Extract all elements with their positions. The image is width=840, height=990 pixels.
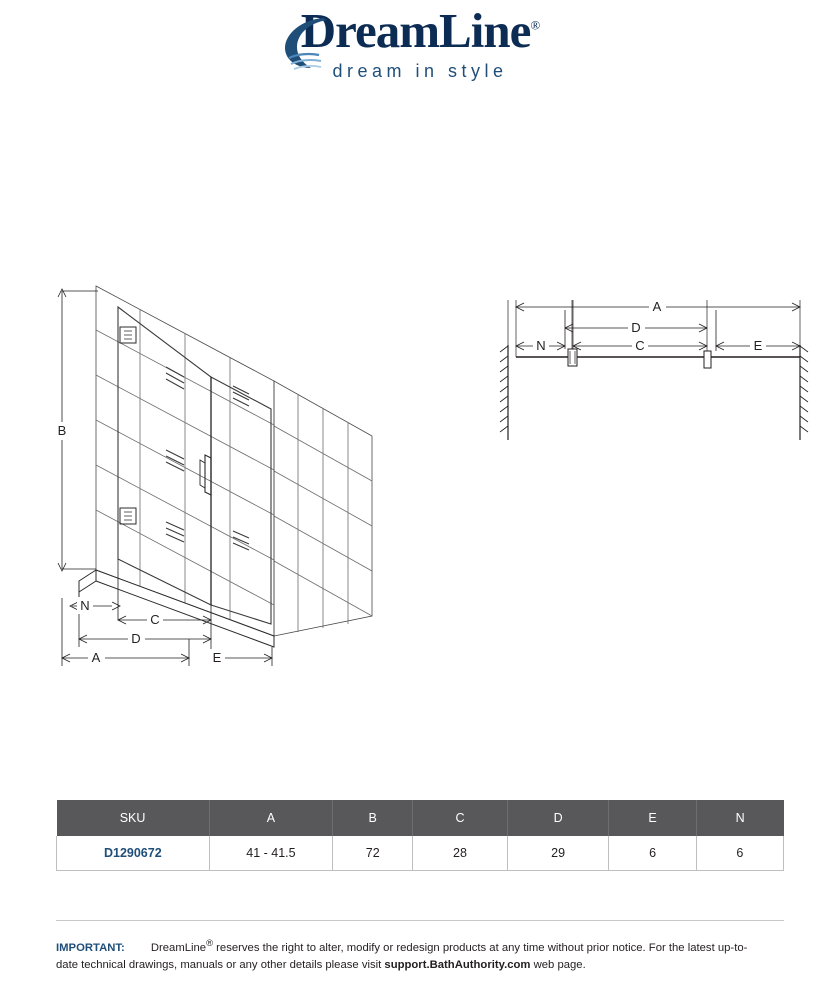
table-header-b: B [333,800,413,836]
label-e-left: E [212,650,222,665]
footer-important-label: IMPORTANT: [56,941,125,954]
cell-c: 28 [413,836,508,871]
table-header-a: A [209,800,333,836]
footer-divider [56,920,784,921]
label-c-top: C [635,338,645,353]
table-header-row [57,800,784,836]
label-d-left: D [131,631,141,646]
registered-mark: ® [530,17,540,33]
brand-logo [0,3,840,82]
label-d-top: D [631,320,641,335]
support-link[interactable]: support.BathAuthority.com [384,959,531,972]
top-view [500,300,808,440]
table-row [57,836,784,871]
table-header-n: N [696,800,783,836]
table-header-sku: SKU [57,800,210,836]
label-c-left: C [150,612,160,627]
brand-name [300,3,540,58]
footer-text-3: date technical drawings, manuals or any other details please visit [56,959,385,972]
cell-e: 6 [609,836,696,871]
label-n-top: N [536,338,546,353]
cell-a: 41 - 41.5 [209,836,333,871]
swoosh-icon [283,14,329,72]
specification-table [56,800,784,871]
brand-name-text: DreamLine [300,3,531,58]
table-header-d: D [507,800,609,836]
footer-disclaimer [56,936,786,975]
footer-text-2: reserves the right to alter, modify or redesign products at any time without prior notice. For the latest up-to- [213,941,748,954]
table-header-c: C [413,800,508,836]
isometric-view [58,286,372,666]
cell-n: 6 [696,836,783,871]
cell-sku: D1290672 [57,836,210,871]
footer-registered-mark: ® [206,937,214,948]
brand-tagline: dream in style [332,61,508,81]
footer-text-1: DreamLine [150,941,207,954]
label-a-top: A [652,299,662,314]
table-header-e: E [609,800,696,836]
cell-b: 72 [333,836,413,871]
footer-text-4: web page. [530,959,586,972]
label-n-left: N [80,598,90,613]
cell-d: 29 [507,836,609,871]
label-b-left: B [57,423,67,438]
label-a-left: A [91,650,101,665]
product-technical-drawing [0,150,840,790]
label-e-top: E [753,338,763,353]
